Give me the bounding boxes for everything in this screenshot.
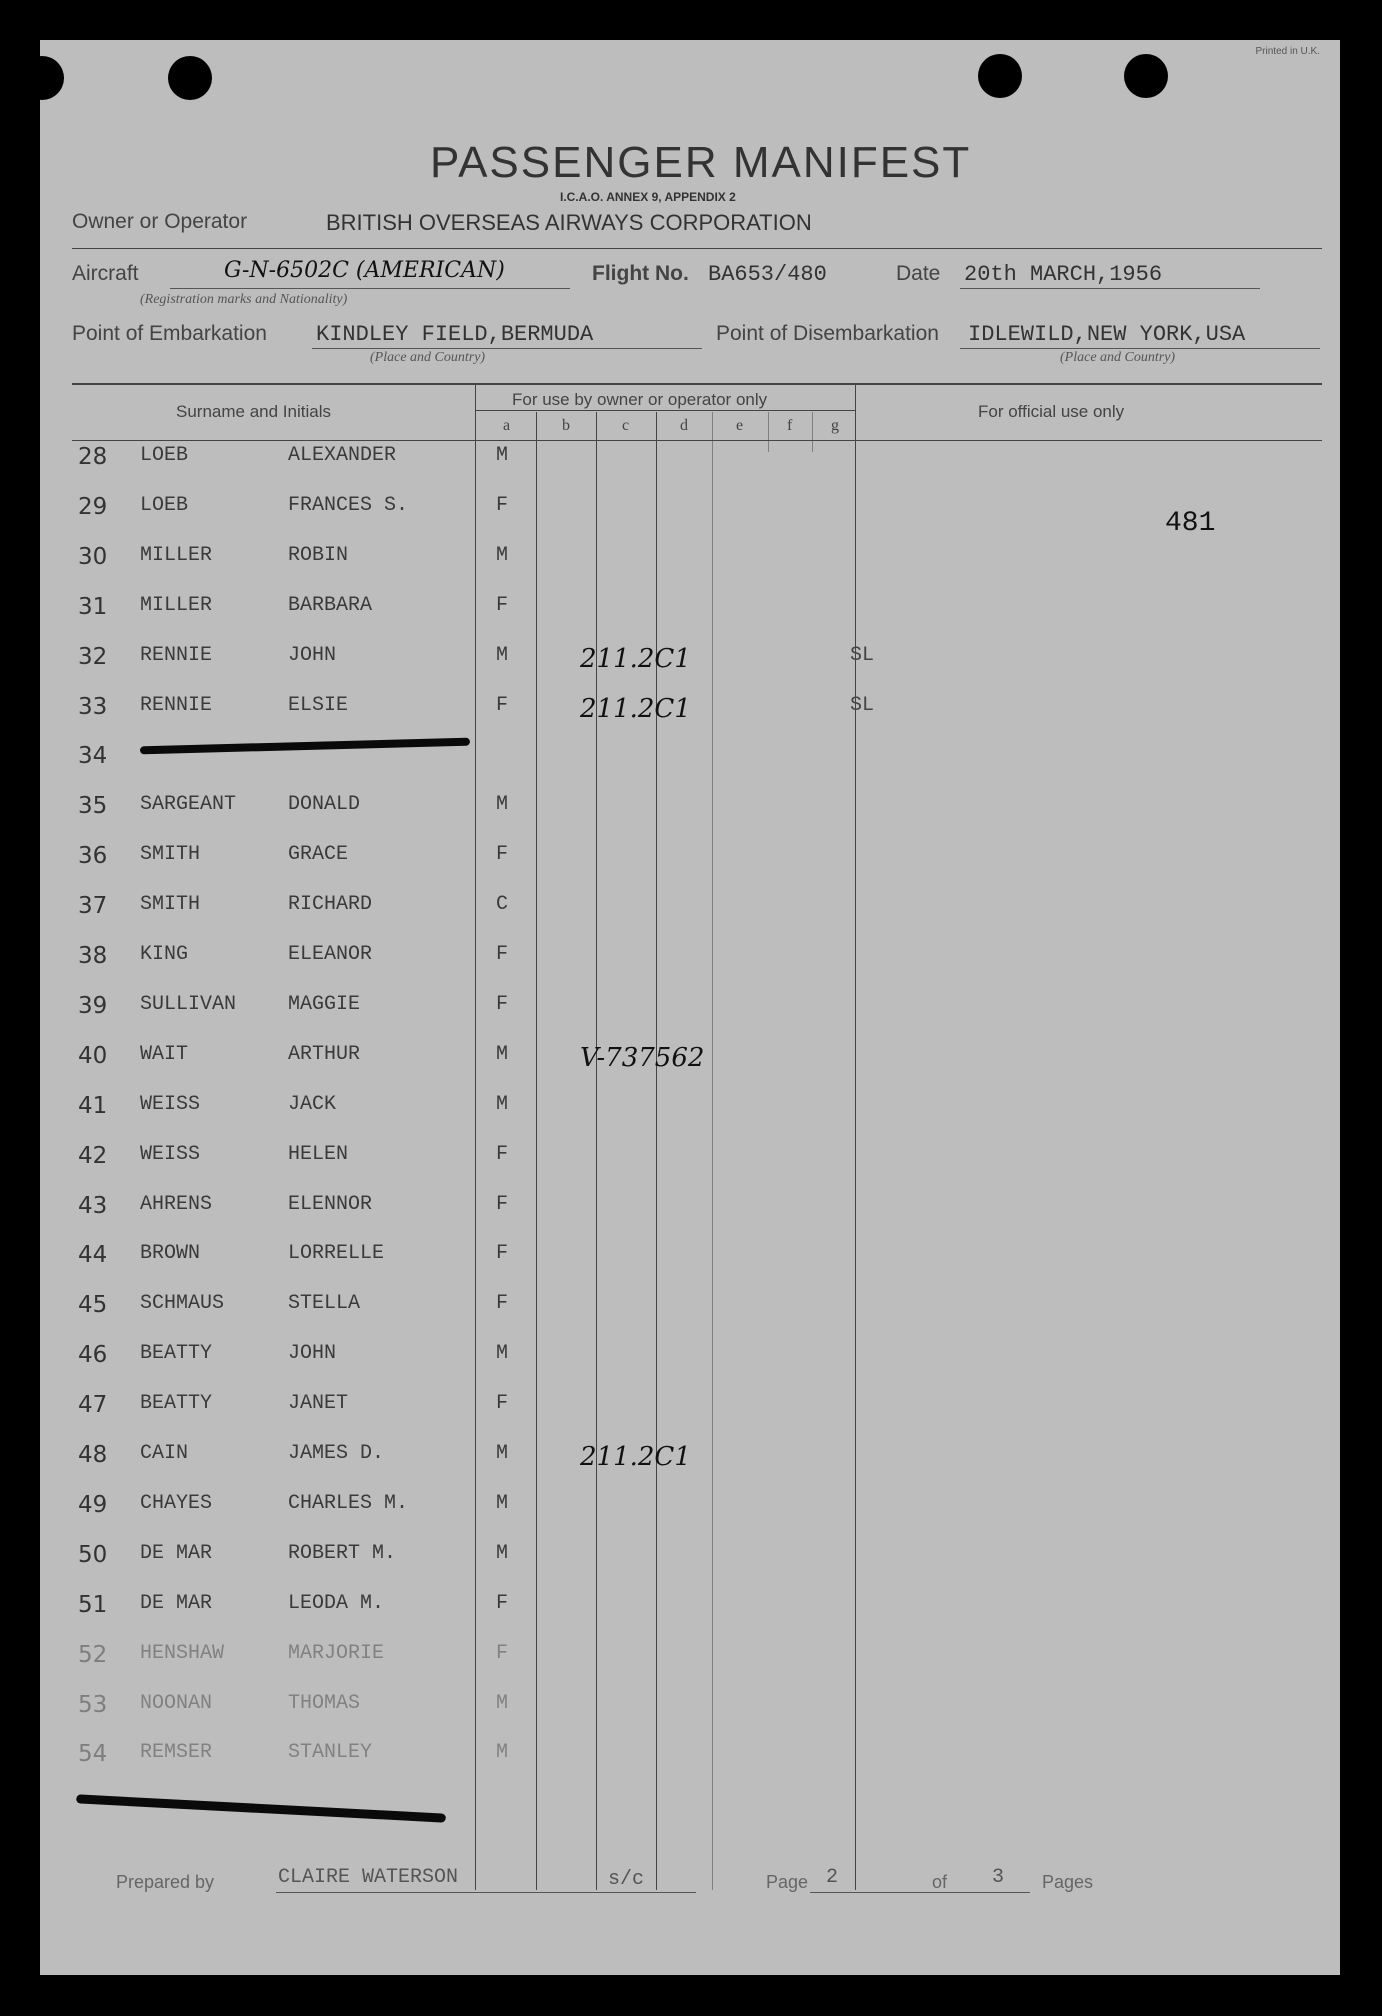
surname: DE MAR bbox=[140, 1541, 213, 1565]
handwritten-note: 211.2C1 bbox=[580, 693, 691, 724]
row-number: 45 bbox=[78, 1292, 108, 1319]
surname: BROWN bbox=[140, 1242, 201, 1266]
given-name: JOHN bbox=[288, 1342, 337, 1366]
table-row bbox=[40, 594, 1340, 634]
given-name: JAMES D. bbox=[288, 1442, 385, 1465]
table-row bbox=[40, 644, 1340, 684]
row-number: 54 bbox=[78, 1741, 108, 1768]
row-number: 39 bbox=[78, 992, 108, 1019]
given-name: STANLEY bbox=[288, 1741, 373, 1765]
embark-value: KINDLEY FIELD,BERMUDA bbox=[316, 322, 594, 347]
page-underline bbox=[810, 1892, 1030, 1893]
owner-label: Owner or Operator bbox=[72, 210, 248, 233]
surname: SULLIVAN bbox=[140, 992, 237, 1016]
row-number: 40 bbox=[78, 1042, 108, 1069]
table-row bbox=[40, 893, 1340, 933]
aircraft-label: Aircraft bbox=[72, 262, 139, 285]
aircraft-value: G-N-6502C (AMERICAN) bbox=[224, 258, 505, 283]
table-row bbox=[40, 1392, 1340, 1432]
sex-code: M bbox=[496, 1042, 509, 1066]
surname: RENNIE bbox=[140, 693, 213, 717]
row-number: 34 bbox=[78, 743, 108, 770]
status-code: SL bbox=[850, 693, 875, 717]
given-name: JOHN bbox=[288, 643, 337, 667]
flight-value: BA653/480 bbox=[708, 262, 827, 287]
given-name: ARTHUR bbox=[288, 1042, 361, 1066]
table-row bbox=[40, 1741, 1340, 1781]
given-name: CHARLES M. bbox=[288, 1491, 409, 1515]
operator-header: For use by owner or operator only bbox=[512, 390, 768, 409]
sex-code: F bbox=[496, 1142, 509, 1166]
given-name: FRANCES S. bbox=[288, 493, 409, 517]
official-use-value: 481 bbox=[1165, 508, 1216, 539]
embark-note: (Place and Country) bbox=[370, 350, 486, 365]
surname: SCHMAUS bbox=[140, 1292, 225, 1316]
surname: BEATTY bbox=[140, 1342, 213, 1366]
sex-code: F bbox=[496, 1591, 509, 1615]
subheader-rule bbox=[475, 410, 855, 411]
date-value: 20th MARCH,1956 bbox=[964, 262, 1163, 287]
aircraft-note: (Registration marks and Nationality) bbox=[140, 292, 348, 307]
pages-value: 3 bbox=[992, 1866, 1005, 1889]
surname: WEISS bbox=[140, 1142, 201, 1166]
row-number: 50 bbox=[78, 1541, 108, 1568]
table-row bbox=[40, 1093, 1340, 1133]
table-row bbox=[40, 1143, 1340, 1183]
surname: LOEB bbox=[140, 444, 189, 467]
status-code: SL bbox=[850, 643, 875, 667]
table-header-rule bbox=[72, 440, 1322, 441]
row-number: 33 bbox=[78, 693, 108, 720]
prepared-underline bbox=[276, 1892, 696, 1893]
punch-hole bbox=[20, 56, 64, 100]
table-row bbox=[40, 1242, 1340, 1282]
official-header: For official use only bbox=[978, 402, 1125, 421]
page-title: PASSENGER MANIFEST bbox=[430, 138, 972, 187]
disembark-value: IDLEWILD,NEW YORK,USA bbox=[968, 322, 1246, 347]
pages-label: Pages bbox=[1042, 1872, 1094, 1892]
surname: CHAYES bbox=[140, 1491, 213, 1515]
given-name: THOMAS bbox=[288, 1691, 361, 1715]
table-row bbox=[40, 544, 1340, 584]
row-number: 52 bbox=[78, 1641, 108, 1668]
surname: HENSHAW bbox=[140, 1641, 225, 1665]
sex-code: M bbox=[496, 1442, 509, 1465]
aircraft-underline bbox=[170, 288, 570, 289]
table-row bbox=[40, 793, 1340, 833]
sex-code: F bbox=[496, 493, 509, 517]
table-row bbox=[40, 843, 1340, 883]
disembark-label: Point of Disembarkation bbox=[716, 322, 939, 345]
row-number: 51 bbox=[78, 1591, 108, 1618]
table-row bbox=[40, 1542, 1340, 1582]
given-name: ALEXANDER bbox=[288, 444, 397, 467]
surname: LOEB bbox=[140, 493, 189, 517]
surname: SMITH bbox=[140, 843, 201, 867]
surname: MILLER bbox=[140, 543, 213, 567]
row-number: 41 bbox=[78, 1092, 108, 1119]
sex-code: C bbox=[496, 893, 509, 917]
punch-hole bbox=[168, 56, 212, 100]
sex-code: F bbox=[496, 1292, 509, 1316]
page-value: 2 bbox=[826, 1866, 839, 1889]
col-letter-g: g bbox=[831, 417, 839, 434]
handwritten-note: 211.2C1 bbox=[580, 643, 691, 674]
surname: CAIN bbox=[140, 1442, 189, 1465]
strike-mark bbox=[76, 1794, 446, 1822]
surname: AHRENS bbox=[140, 1192, 213, 1216]
table-row bbox=[40, 1292, 1340, 1332]
col-letter-e: e bbox=[736, 417, 744, 434]
sex-code: F bbox=[496, 1392, 509, 1416]
given-name: ELSIE bbox=[288, 693, 349, 717]
date-label: Date bbox=[896, 262, 941, 285]
row-number: 28 bbox=[78, 444, 108, 470]
table-row bbox=[40, 1592, 1340, 1632]
row-number: 42 bbox=[78, 1142, 108, 1169]
surname: NOONAN bbox=[140, 1691, 213, 1715]
given-name: GRACE bbox=[288, 843, 349, 867]
given-name: JANET bbox=[288, 1392, 349, 1416]
sex-code: M bbox=[496, 1741, 509, 1765]
row-number: 29 bbox=[78, 493, 108, 520]
table-row bbox=[40, 993, 1340, 1033]
disembark-underline bbox=[960, 348, 1320, 349]
sex-code: F bbox=[496, 943, 509, 966]
sex-code: M bbox=[496, 543, 509, 567]
row-number: 49 bbox=[78, 1491, 108, 1518]
handwritten-note: V-737562 bbox=[580, 1042, 705, 1073]
page-subtitle: I.C.A.O. ANNEX 9, APPENDIX 2 bbox=[560, 190, 736, 204]
table-row bbox=[40, 444, 1340, 484]
given-name: JACK bbox=[288, 1092, 337, 1116]
given-name: LORRELLE bbox=[288, 1242, 385, 1266]
sex-code: F bbox=[496, 1242, 509, 1266]
given-name: MAGGIE bbox=[288, 992, 361, 1016]
surname: SARGEANT bbox=[140, 793, 237, 817]
row-number: 31 bbox=[78, 593, 108, 620]
punch-hole bbox=[1124, 54, 1168, 98]
sex-code: M bbox=[496, 643, 509, 667]
given-name: ROBIN bbox=[288, 543, 349, 567]
row-number: 44 bbox=[78, 1242, 108, 1269]
given-name: HELEN bbox=[288, 1142, 349, 1166]
row-number: 48 bbox=[78, 1442, 108, 1468]
manifest-page bbox=[40, 40, 1340, 1975]
table-row bbox=[40, 1492, 1340, 1532]
surname: BEATTY bbox=[140, 1392, 213, 1416]
page-label: Page bbox=[766, 1872, 809, 1892]
sex-code: M bbox=[496, 444, 509, 467]
sex-code: F bbox=[496, 992, 509, 1016]
given-name: RICHARD bbox=[288, 893, 373, 917]
table-row bbox=[40, 494, 1340, 534]
table-row bbox=[40, 943, 1340, 983]
flight-label: Flight No. bbox=[592, 262, 689, 285]
row-number: 53 bbox=[78, 1691, 108, 1718]
table-row bbox=[40, 1442, 1340, 1482]
row-number: 38 bbox=[78, 943, 108, 969]
given-name: MARJORIE bbox=[288, 1641, 385, 1665]
table-row bbox=[40, 1642, 1340, 1682]
given-name: ELENNOR bbox=[288, 1192, 373, 1216]
given-name: LEODA M. bbox=[288, 1591, 385, 1615]
sex-code: F bbox=[496, 593, 509, 617]
given-name: ELEANOR bbox=[288, 943, 373, 966]
col-letter-f: f bbox=[787, 417, 793, 434]
embark-underline bbox=[312, 348, 702, 349]
given-name: BARBARA bbox=[288, 593, 373, 617]
surname: WAIT bbox=[140, 1042, 189, 1066]
surname: SMITH bbox=[140, 893, 201, 917]
prepared-value: CLAIRE WATERSON bbox=[278, 1866, 459, 1889]
surname: REMSER bbox=[140, 1741, 213, 1765]
given-name: DONALD bbox=[288, 793, 361, 817]
of-label: of bbox=[932, 1872, 948, 1892]
table-row bbox=[40, 1342, 1340, 1382]
surname: WEISS bbox=[140, 1092, 201, 1116]
punch-hole bbox=[978, 54, 1022, 98]
table-row bbox=[40, 1193, 1340, 1233]
row-number: 37 bbox=[78, 893, 108, 920]
row-number: 47 bbox=[78, 1392, 108, 1419]
sex-code: M bbox=[496, 1691, 509, 1715]
sex-code: M bbox=[496, 793, 509, 817]
row-number: 36 bbox=[78, 843, 108, 870]
name-header: Surname and Initials bbox=[176, 402, 331, 421]
table-row bbox=[40, 1692, 1340, 1732]
col-letter-b: b bbox=[562, 417, 570, 434]
table-row bbox=[40, 1043, 1340, 1083]
given-name: STELLA bbox=[288, 1292, 361, 1316]
surname: MILLER bbox=[140, 593, 213, 617]
given-name: ROBERT M. bbox=[288, 1541, 397, 1565]
printed-note: Printed in U.K. bbox=[1255, 46, 1320, 57]
embark-label: Point of Embarkation bbox=[72, 322, 267, 345]
row-number: 43 bbox=[78, 1192, 108, 1219]
divider bbox=[72, 248, 1322, 249]
sex-code: F bbox=[496, 693, 509, 717]
col-letter-d: d bbox=[680, 417, 688, 434]
surname: DE MAR bbox=[140, 1591, 213, 1615]
sex-code: M bbox=[496, 1491, 509, 1515]
sex-code: F bbox=[496, 1641, 509, 1665]
col-letter-a: a bbox=[503, 417, 511, 434]
row-number: 46 bbox=[78, 1342, 108, 1369]
disembark-note: (Place and Country) bbox=[1060, 350, 1176, 365]
table-row bbox=[40, 694, 1340, 734]
row-number: 30 bbox=[78, 543, 108, 570]
prepared-label: Prepared by bbox=[116, 1872, 215, 1892]
sex-code: F bbox=[496, 843, 509, 867]
sex-code: M bbox=[496, 1342, 509, 1366]
table-top-rule bbox=[72, 383, 1322, 385]
sex-code: F bbox=[496, 1192, 509, 1216]
surname: KING bbox=[140, 943, 189, 966]
handwritten-note: 211.2C1 bbox=[580, 1442, 691, 1472]
row-number: 35 bbox=[78, 793, 108, 820]
sex-code: M bbox=[496, 1541, 509, 1565]
surname: RENNIE bbox=[140, 643, 213, 667]
row-number: 32 bbox=[78, 643, 108, 670]
prepared-role: s/c bbox=[608, 1868, 645, 1891]
date-underline bbox=[960, 288, 1260, 289]
owner-value: BRITISH OVERSEAS AIRWAYS CORPORATION bbox=[326, 210, 812, 235]
col-letter-c: c bbox=[622, 417, 630, 434]
sex-code: M bbox=[496, 1092, 509, 1116]
